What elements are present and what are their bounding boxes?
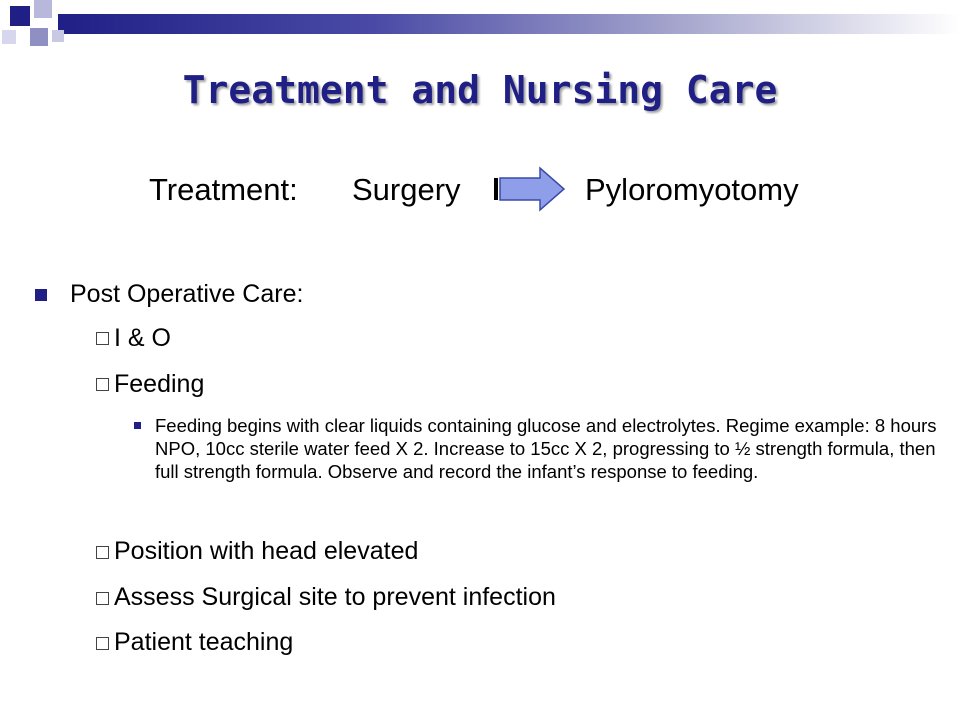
slide-title: Treatment and Nursing Care — [182, 68, 778, 112]
treatment-label: Treatment: — [149, 172, 298, 207]
feeding-detail: Feeding begins with clear liquids containing glucose and electrolytes. Regime example: 8 hours NPO, 10cc sterile water feed X 2. Increase to 15cc X 2, progressing to ½ strength formula, then full strength formula. Observe and record the infant’s response to feeding. — [155, 415, 937, 482]
header-decoration — [0, 0, 960, 60]
deco-square — [2, 30, 16, 44]
checkbox-bullet-icon — [96, 592, 109, 605]
checkbox-bullet-icon — [96, 637, 109, 650]
small-square-bullet-icon — [134, 422, 141, 429]
post-op-heading: Post Operative Care: — [70, 280, 304, 308]
treatment-from: Surgery — [352, 172, 461, 207]
right-arrow-icon — [494, 166, 566, 212]
checkbox-bullet-icon — [96, 546, 109, 559]
post-op-item: Position with head elevated — [114, 537, 419, 565]
post-op-item: Feeding — [114, 370, 205, 398]
treatment-row — [0, 172, 960, 212]
deco-square — [34, 0, 52, 18]
treatment-to: Pyloromyotomy — [585, 172, 799, 207]
post-op-item: Patient teaching — [114, 628, 294, 656]
checkbox-bullet-icon — [96, 332, 109, 345]
deco-square — [10, 6, 30, 26]
post-op-item: I & O — [114, 324, 171, 352]
deco-square — [30, 28, 48, 46]
checkbox-bullet-icon — [96, 378, 109, 391]
deco-square — [52, 30, 64, 42]
post-op-item: Assess Surgical site to prevent infection — [114, 583, 556, 611]
square-bullet-icon — [35, 289, 47, 301]
header-gradient-band — [58, 14, 960, 34]
